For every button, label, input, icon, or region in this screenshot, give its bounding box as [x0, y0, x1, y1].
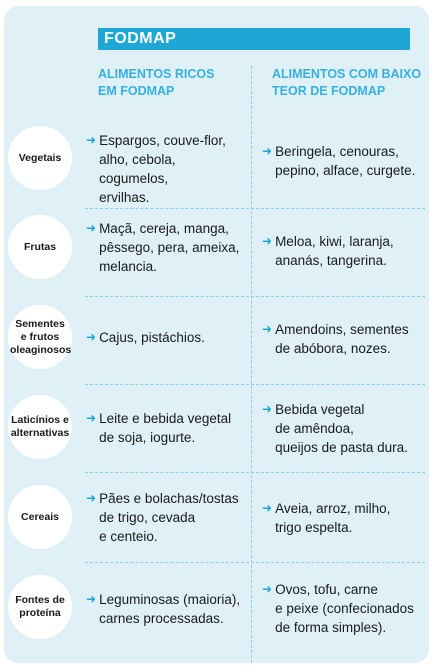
row-divider	[85, 384, 425, 385]
category-label: Sementes e frutos oleaginosos	[10, 317, 72, 356]
arrow-right-icon: ➜	[86, 592, 97, 606]
arrow-right-icon: ➜	[86, 491, 97, 505]
row-fruits-rich	[86, 219, 244, 276]
category-dairy	[8, 395, 72, 459]
category-protein	[8, 575, 72, 639]
row-fruits-low	[262, 232, 422, 270]
category-seeds-nuts	[8, 305, 72, 369]
row-seeds-rich	[86, 328, 244, 347]
header-rich-foods	[98, 66, 248, 100]
row-divider	[85, 472, 425, 473]
arrow-right-icon: ➜	[262, 582, 273, 596]
row-vegetables-rich	[86, 131, 244, 207]
arrow-right-icon: ➜	[86, 133, 97, 147]
category-label: Fontes de proteína	[15, 594, 65, 619]
header-low-foods-text: ALIMENTOS COM BAIXO TEOR DE FODMAP	[272, 67, 422, 98]
cell-text: Meloa, kiwi, laranja, ananás, tangerina.	[275, 234, 394, 268]
category-label: Cereais	[21, 510, 59, 523]
arrow-right-icon: ➜	[262, 322, 273, 336]
header-low-foods	[272, 66, 422, 100]
arrow-right-icon: ➜	[262, 144, 273, 158]
header-rich-foods-text: ALIMENTOS RICOS EM FODMAP	[98, 67, 215, 98]
column-divider	[251, 66, 252, 663]
row-cereals-rich	[86, 489, 244, 546]
row-vegetables-low	[262, 142, 422, 180]
cell-text: Cajus, pistáchios.	[99, 330, 205, 345]
table-title: FODMAP	[98, 28, 410, 50]
row-divider	[85, 208, 425, 209]
row-cereals-low	[262, 499, 422, 537]
category-cereals	[8, 485, 72, 549]
category-fruits	[8, 215, 72, 279]
cell-text: Leguminosas (maioria), carnes processadas.	[99, 592, 241, 626]
cell-text: Aveia, arroz, milho, trigo espelta.	[275, 501, 391, 535]
row-seeds-low	[262, 320, 422, 358]
cell-text: Maçã, cereja, manga, pêssego, pera, ameixa, melancia.	[99, 221, 240, 274]
category-label: Vegetais	[18, 151, 62, 164]
row-dairy-rich	[86, 409, 244, 447]
arrow-right-icon: ➜	[86, 330, 97, 344]
arrow-right-icon: ➜	[262, 234, 273, 248]
cell-text: Ovos, tofu, carne e peixe (confecionados de forma simples).	[275, 582, 414, 635]
cell-text: Pães e bolachas/tostas de trigo, cevada e centeio.	[99, 491, 239, 544]
category-vegetables	[8, 126, 72, 190]
arrow-right-icon: ➜	[262, 501, 273, 515]
arrow-right-icon: ➜	[86, 221, 97, 235]
cell-text: Espargos, couve-flor, alho, cebola, cogumelos, ervilhas.	[99, 133, 226, 205]
row-protein-low	[262, 580, 422, 637]
row-divider	[85, 562, 425, 563]
category-label: Frutas	[23, 240, 57, 253]
arrow-right-icon: ➜	[86, 411, 97, 425]
row-protein-rich	[86, 590, 244, 628]
row-dairy-low	[262, 400, 422, 457]
cell-text: Leite e bebida vegetal de soja, iogurte.	[99, 411, 232, 445]
row-divider	[85, 296, 425, 297]
cell-text: Amendoins, sementes de abóbora, nozes.	[275, 322, 409, 356]
cell-text: Beringela, cenouras, pepino, alface, curgete.	[275, 144, 416, 178]
arrow-right-icon: ➜	[262, 402, 273, 416]
cell-text: Bebida vegetal de amêndoa, queijos de pasta dura.	[275, 402, 408, 455]
category-label: Laticínios e alternativas	[10, 414, 70, 439]
